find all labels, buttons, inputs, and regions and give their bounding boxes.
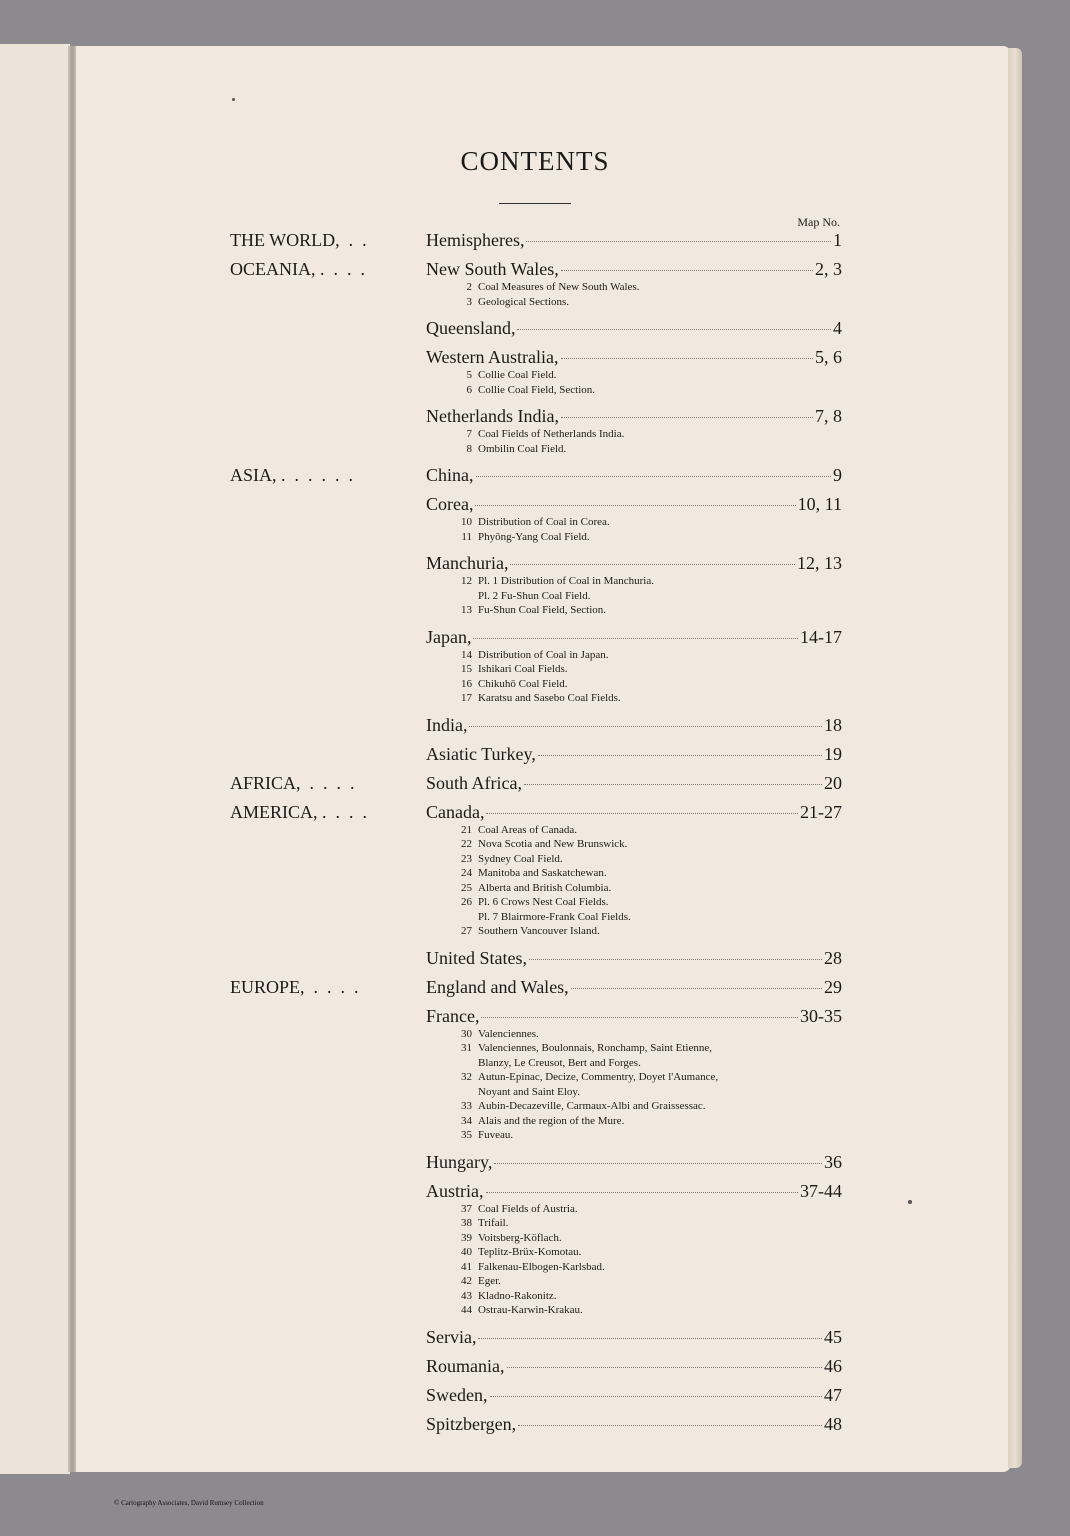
map-number: 28: [824, 947, 842, 968]
sub-entry: [454, 662, 842, 677]
sub-map-number: 31: [461, 1042, 472, 1054]
sub-map-title: Ostrau-Karwin-Krakau.: [478, 1304, 583, 1316]
map-number: 30-35: [800, 1005, 842, 1026]
toc-entry: [426, 1411, 842, 1437]
toc-region: [230, 462, 842, 767]
toc-entry: [426, 945, 842, 971]
sub-entry: [454, 866, 842, 881]
dot-leader: [561, 417, 813, 418]
sub-map-number: 21: [461, 823, 472, 836]
sub-map-title: Blanzy, Le Creusot, Bert and Forges.: [478, 1056, 641, 1069]
map-number: 46: [824, 1355, 842, 1376]
map-number: 47: [824, 1384, 842, 1405]
region-label: EUROPE, . . . .: [230, 976, 359, 997]
dot-leader: [518, 1425, 822, 1426]
sub-entry: [454, 1216, 842, 1231]
dot-leader: [469, 726, 822, 727]
toc-region: [230, 770, 842, 796]
sub-entry: [454, 515, 842, 530]
sub-map-title: Geological Sections.: [478, 295, 570, 308]
sub-map-number: 33: [461, 1100, 472, 1112]
sub-map-title: Valenciennes, Boulonnais, Ronchamp, Saint Etienne,: [478, 1042, 713, 1054]
toc-entry: [426, 1324, 842, 1350]
toc-entry: [426, 799, 842, 939]
entry-name: England and Wales,: [426, 976, 569, 997]
dot-leader: [561, 358, 813, 359]
sub-map-number: 14: [461, 648, 472, 661]
sub-entry: [454, 383, 842, 398]
sub-map-number: 12: [461, 575, 472, 587]
sub-map-title: Manitoba and Saskatchewan.: [478, 867, 607, 879]
map-number: 7, 8: [815, 406, 842, 426]
entry-name: Canada,: [426, 801, 485, 822]
sub-map-number: 17: [461, 692, 472, 704]
entry-name: China,: [426, 465, 474, 485]
sub-entry: [454, 1056, 842, 1071]
sub-map-title: Kladno-Rakonitz.: [478, 1289, 557, 1302]
map-number: 12, 13: [797, 553, 842, 573]
sub-entry: [454, 895, 842, 910]
sub-map-number: 11: [461, 530, 472, 543]
sub-entry: [454, 1303, 842, 1318]
sub-map-title: Coal Fields of Netherlands India.: [478, 428, 625, 440]
dot-leader: [524, 784, 822, 785]
sub-map-number: 38: [461, 1217, 472, 1229]
dot-leader: [529, 959, 822, 960]
toc-entry: [426, 1353, 842, 1379]
sub-map-number: 8: [466, 442, 472, 455]
sub-entry: [454, 295, 842, 310]
dot-leader: [571, 988, 822, 989]
sub-map-title: Collie Coal Field.: [478, 369, 557, 381]
toc-region: [230, 256, 842, 456]
sub-map-number: 25: [461, 881, 472, 894]
dot-leader: [486, 813, 798, 814]
sub-map-title: Autun-Epinac, Decize, Commentry, Doyet l'Aumance,: [478, 1071, 719, 1083]
page-edge: [1008, 48, 1022, 1468]
left-page: [0, 44, 70, 1474]
sub-map-title: Pl. 2 Fu-Shun Coal Field.: [478, 589, 591, 602]
entry-name: New South Wales,: [426, 259, 559, 279]
sub-map-number: 43: [461, 1289, 472, 1302]
sub-map-number: 6: [466, 383, 472, 396]
sub-entry: [454, 837, 842, 852]
sub-map-title: Ishikari Coal Fields.: [478, 663, 568, 675]
page-title: CONTENTS: [460, 146, 610, 176]
dot-leader: [475, 505, 795, 506]
entry-name: Queensland,: [426, 318, 516, 338]
dot-leader: [490, 1396, 823, 1397]
map-number: 4: [833, 318, 842, 338]
credit-line: © Cartography Associates, David Rumsey Collection: [114, 1499, 264, 1507]
sub-map-title: Fu-Shun Coal Field, Section.: [478, 604, 607, 616]
entry-name: South Africa,: [426, 772, 522, 793]
dot-leader: [481, 1017, 798, 1018]
sub-map-title: Karatsu and Sasebo Coal Fields.: [478, 692, 621, 704]
map-number: 37-44: [800, 1180, 842, 1201]
dot-leader: [510, 564, 795, 565]
sub-entry: [454, 1099, 842, 1114]
map-number: 19: [824, 743, 842, 764]
sub-entry: [454, 1027, 842, 1042]
sub-map-title: Pl. 6 Crows Nest Coal Fields.: [478, 896, 609, 908]
entry-name: Servia,: [426, 1326, 477, 1347]
sub-map-title: Southern Vancouver Island.: [478, 925, 600, 937]
sub-map-number: 7: [466, 428, 472, 440]
sub-entry: [454, 648, 842, 663]
sub-map-title: Trifail.: [478, 1217, 509, 1229]
entry-name: Asiatic Turkey,: [426, 743, 536, 764]
sub-map-title: Phyŏng-Yang Coal Field.: [478, 530, 590, 543]
sub-entry: [454, 910, 842, 925]
sub-entry: [454, 1202, 842, 1217]
map-number: 48: [824, 1413, 842, 1434]
toc-entry: [426, 256, 842, 309]
toc-entry: [426, 462, 842, 488]
sub-map-title: Falkenau-Elbogen-Karlsbad.: [478, 1260, 605, 1273]
toc-entry: [426, 403, 842, 456]
sub-entry: [454, 691, 842, 706]
map-number: 45: [824, 1326, 842, 1347]
sub-map-title: Coal Areas of Canada.: [478, 823, 577, 836]
dot-leader: [526, 241, 831, 242]
table-of-contents: [230, 227, 842, 1440]
sub-entry: [454, 1260, 842, 1275]
entry-name: United States,: [426, 947, 527, 968]
entry-name: Netherlands India,: [426, 406, 559, 426]
sub-map-number: 40: [461, 1246, 472, 1258]
sub-map-title: Alberta and British Columbia.: [478, 881, 612, 894]
map-number: 10, 11: [797, 494, 842, 514]
sub-map-title: Alais and the region of the Mure.: [478, 1114, 625, 1127]
dot-leader: [473, 638, 798, 639]
toc-entry: [426, 1382, 842, 1408]
entry-name: India,: [426, 714, 468, 735]
region-label: ASIA, . . . . . .: [230, 465, 354, 485]
toc-entry: [426, 770, 842, 796]
toc-entry: [426, 227, 842, 253]
entry-name: Manchuria,: [426, 553, 509, 573]
paper-speck: [908, 1200, 912, 1204]
sub-map-title: Distribution of Coal in Corea.: [478, 516, 610, 528]
dot-leader: [507, 1367, 823, 1368]
sub-entry: [454, 1289, 842, 1304]
toc-region: [230, 974, 842, 1437]
sub-entry: [454, 1085, 842, 1100]
sub-map-number: [454, 1085, 472, 1100]
toc-entry: [426, 741, 842, 767]
map-number: 18: [824, 714, 842, 735]
dot-leader: [478, 1338, 822, 1339]
map-number: 20: [824, 772, 842, 793]
sub-entry: [454, 368, 842, 383]
entry-name: Corea,: [426, 494, 474, 514]
paper-speck: [232, 98, 235, 101]
sub-map-title: Sydney Coal Field.: [478, 852, 563, 865]
sub-map-number: 42: [461, 1275, 472, 1287]
entry-name: Japan,: [426, 626, 472, 647]
sub-entry: [454, 1245, 842, 1260]
dot-leader: [561, 270, 813, 271]
sub-map-number: 39: [461, 1231, 472, 1244]
sub-map-number: 35: [461, 1129, 472, 1141]
dot-leader: [538, 755, 822, 756]
toc-entry: [426, 1178, 842, 1318]
toc-entry: [426, 712, 842, 738]
sub-map-title: Ombilin Coal Field.: [478, 442, 567, 455]
sub-entry: [454, 1041, 842, 1056]
sub-entry: [454, 1070, 842, 1085]
map-number: 21-27: [800, 801, 842, 822]
title-rule: [499, 203, 571, 204]
toc-region: [230, 799, 842, 971]
sub-entry: [454, 823, 842, 838]
sub-map-number: 30: [461, 1027, 472, 1040]
sub-map-number: [454, 589, 472, 604]
sub-entry: [454, 881, 842, 896]
toc-entry: [426, 624, 842, 706]
sub-entry: [454, 677, 842, 692]
sub-entry: [454, 924, 842, 939]
region-label: AMERICA, . . . .: [230, 801, 368, 822]
sub-map-title: Noyant and Saint Eloy.: [478, 1085, 580, 1098]
sub-map-title: Fuveau.: [478, 1129, 514, 1141]
sub-map-number: 13: [461, 604, 472, 616]
sub-map-title: Aubin-Decazeville, Carmaux-Albi and Graissessac.: [478, 1100, 706, 1112]
toc-entry: [426, 1003, 842, 1143]
sub-map-number: 24: [461, 867, 472, 879]
entry-name: Hemispheres,: [426, 230, 525, 250]
sub-map-number: [454, 910, 472, 925]
toc-entry: [426, 344, 842, 397]
dot-leader: [517, 329, 831, 330]
sub-entry: [454, 530, 842, 545]
sub-entry: [454, 1114, 842, 1129]
sub-entry: [454, 852, 842, 867]
sub-map-number: 16: [461, 677, 472, 690]
sub-entry: [454, 603, 842, 618]
map-number: 29: [824, 976, 842, 997]
entry-name: Western Australia,: [426, 347, 559, 367]
sub-map-title: Collie Coal Field, Section.: [478, 383, 596, 396]
region-label: AFRICA, . . . .: [230, 772, 355, 793]
sub-entry: [454, 427, 842, 442]
dot-leader: [494, 1163, 822, 1164]
sub-map-number: 5: [466, 369, 472, 381]
entry-name: France,: [426, 1005, 480, 1026]
sub-map-number: 44: [461, 1304, 472, 1316]
dot-leader: [476, 476, 832, 477]
entry-name: Austria,: [426, 1180, 484, 1201]
entry-name: Roumania,: [426, 1355, 505, 1376]
map-number: 2, 3: [815, 259, 842, 279]
sub-map-number: 32: [461, 1071, 472, 1083]
entry-name: Spitzbergen,: [426, 1413, 517, 1434]
sub-map-number: 27: [461, 925, 472, 937]
sub-map-title: Coal Measures of New South Wales.: [478, 281, 640, 293]
sub-map-number: 41: [461, 1260, 472, 1273]
toc-entry: [426, 1149, 842, 1175]
sub-map-title: Teplitz-Brüx-Komotau.: [478, 1246, 582, 1258]
toc-entry: [426, 550, 842, 618]
sub-map-number: 15: [461, 663, 472, 675]
map-number: 5, 6: [815, 347, 842, 367]
sub-map-number: 10: [461, 516, 472, 528]
sub-map-title: Distribution of Coal in Japan.: [478, 648, 609, 661]
sub-map-number: 2: [466, 281, 472, 293]
sub-entry: [454, 442, 842, 457]
dot-leader: [486, 1192, 799, 1193]
map-number: 9: [833, 465, 842, 485]
region-label: OCEANIA, . . . .: [230, 259, 365, 279]
map-no-header: Map No.: [797, 215, 840, 229]
map-number: 36: [824, 1151, 842, 1172]
sub-map-title: Nova Scotia and New Brunswick.: [478, 838, 628, 850]
region-label: THE WORLD, . .: [230, 230, 367, 250]
sub-map-number: 26: [461, 896, 472, 908]
toc-entry: [426, 491, 842, 544]
sub-map-title: Pl. 7 Blairmore-Frank Coal Fields.: [478, 910, 631, 923]
sub-map-title: Valenciennes.: [478, 1027, 539, 1040]
sub-entry: [454, 574, 842, 589]
sub-map-number: [454, 1056, 472, 1071]
sub-entry: [454, 1231, 842, 1246]
sub-map-title: Coal Fields of Austria.: [478, 1202, 578, 1215]
sub-map-number: 34: [461, 1114, 472, 1127]
map-number: 1: [833, 230, 842, 250]
sub-map-title: Chikuhō Coal Field.: [478, 677, 568, 690]
sub-entry: [454, 589, 842, 604]
sub-map-title: Pl. 1 Distribution of Coal in Manchuria.: [478, 575, 654, 587]
sub-map-number: 22: [461, 838, 472, 850]
map-number: 14-17: [800, 626, 842, 647]
toc-entry: [426, 974, 842, 1000]
sub-map-title: Voitsberg-Köflach.: [478, 1231, 562, 1244]
toc-entry: [426, 315, 842, 341]
sub-entry: [454, 1274, 842, 1289]
toc-region: [230, 227, 842, 253]
entry-name: Sweden,: [426, 1384, 488, 1405]
sub-map-number: 3: [466, 295, 472, 308]
sub-map-number: 23: [461, 852, 472, 865]
entry-name: Hungary,: [426, 1151, 493, 1172]
sub-map-title: Eger.: [478, 1275, 501, 1287]
sub-map-number: 37: [461, 1202, 472, 1215]
sub-entry: [454, 280, 842, 295]
sub-entry: [454, 1128, 842, 1143]
